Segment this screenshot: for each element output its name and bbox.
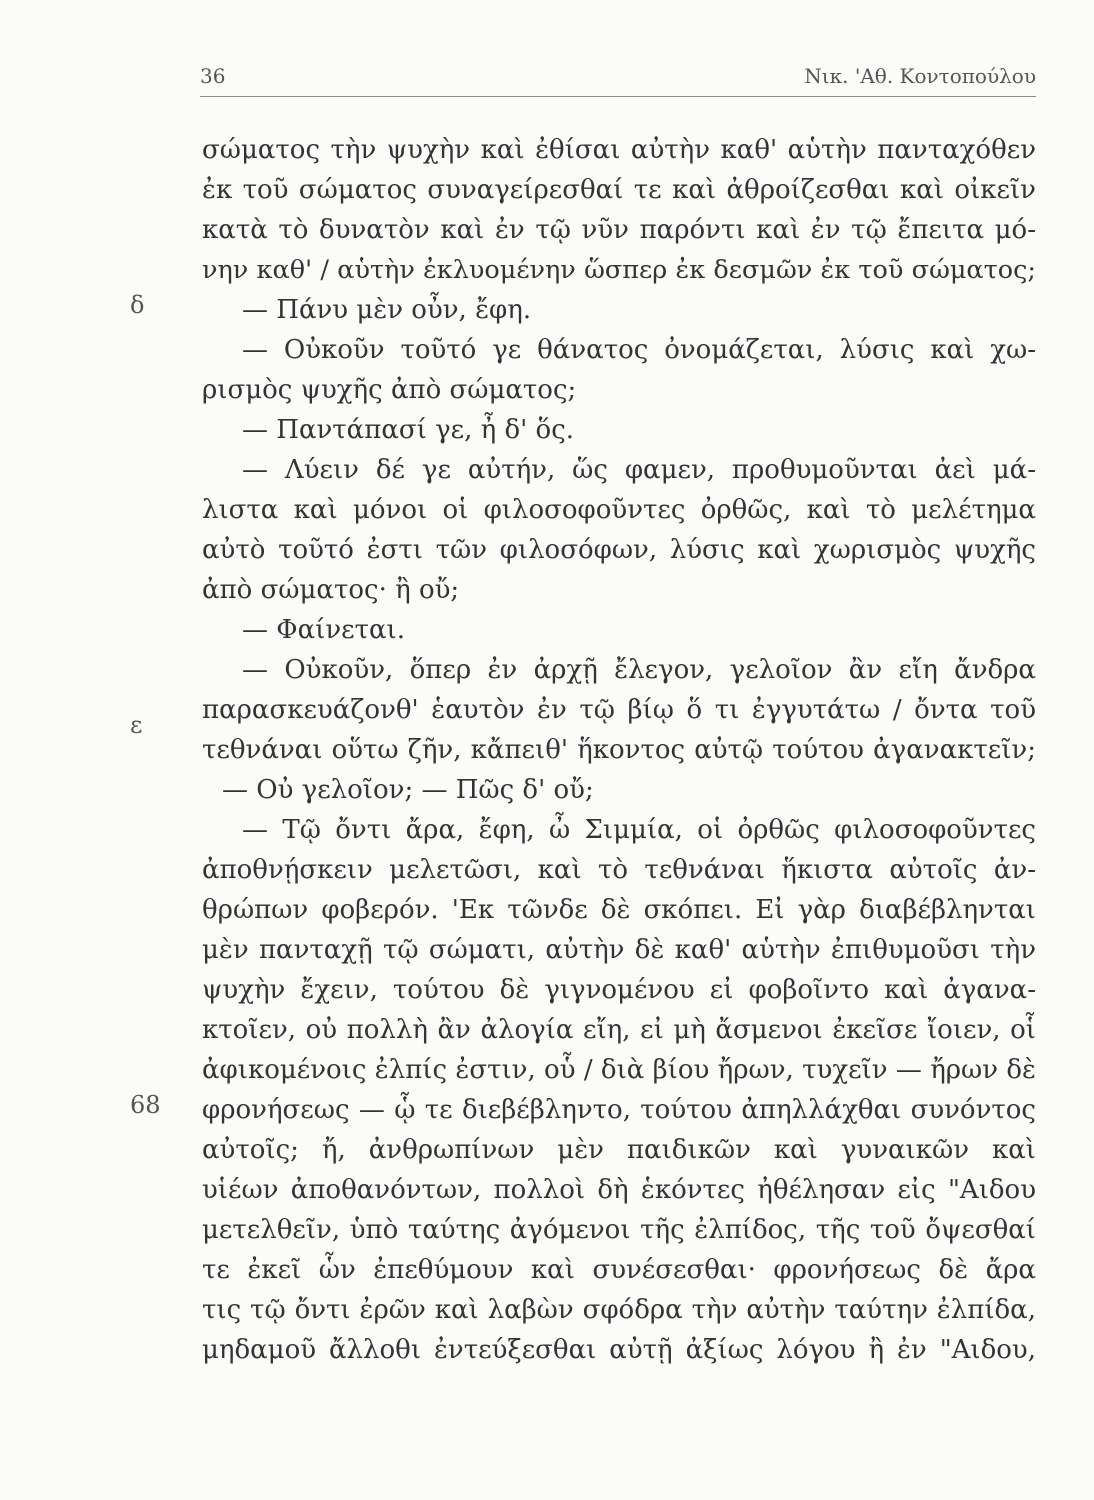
- text-line: μετελθεῖν, ὑπὸ ταύτης ἀγόμενοι τῆς ἐλπίδος, τῆς τοῦ ὄψεσθαί: [202, 1215, 1036, 1245]
- text-line: μηδαμοῦ ἄλλοθι ἐντεύξεσθαι αὐτῇ ἀξίως λόγου ἢ ἐν "Αιδου,: [202, 1335, 1036, 1365]
- text-line: παρασκευάζονθ' ἑαυτὸν ἐν τῷ βίῳ ὅ τι ἐγγυτάτω / ὄντα τοῦ: [202, 695, 1036, 725]
- text-line: νην καθ' / αὑτὴν ἐκλυομένην ὥσπερ ἐκ δεσμῶν ἐκ τοῦ σώματος;: [202, 255, 1036, 285]
- text-line: ψυχὴν ἔχειν, τούτου δὲ γιγνομένου εἰ φοβοῖντο καὶ ἀγανα-: [202, 975, 1036, 1005]
- page-number: 36: [200, 64, 226, 88]
- text-line: αὐτοῖς; ἤ, ἀνθρωπίνων μὲν παιδικῶν καὶ γυναικῶν καὶ: [202, 1135, 1036, 1165]
- text-line: ἀποθνῄσκειν μελετῶσι, καὶ τὸ τεθνάναι ἥκιστα αὐτοῖς ἀν-: [202, 855, 1036, 885]
- text-line: κτοῖεν, οὐ πολλὴ ἂν ἀλογία εἴη, εἰ μὴ ἄσμενοι ἐκεῖσε ἴοιεν, οἷ: [202, 1015, 1036, 1045]
- text-line: ἐκ τοῦ σώματος συναγείρεσθαί τε καὶ ἀθροίζεσθαι καὶ οἰκεῖν: [202, 175, 1036, 205]
- page-header: [200, 62, 1036, 97]
- margin-mark-stephanus-68: 68: [130, 1091, 161, 1119]
- text-line: — Παντάπασί γε, ἦ δ' ὅς.: [242, 415, 575, 445]
- text-line: λιστα καὶ μόνοι οἱ φιλοσοφοῦντες ὀρθῶς, καὶ τὸ μελέτημα: [202, 495, 1036, 525]
- text-line: — Οὐκοῦν τοῦτό γε θάνατος ὀνομάζεται, λύσις καὶ χω-: [242, 335, 1036, 365]
- text-line: σώματος τὴν ψυχὴν καὶ ἐθίσαι αὐτὴν καθ' αὑτὴν πανταχόθεν: [202, 135, 1036, 165]
- text-line: — Λύειν δέ γε αὐτήν, ὥς φαμεν, προθυμοῦνται ἀεὶ μά-: [242, 455, 1036, 485]
- text-line: — Πάνυ μὲν οὖν, ἔφη.: [242, 295, 532, 325]
- text-line: — Οὐκοῦν, ὅπερ ἐν ἀρχῇ ἔλεγον, γελοῖον ἂν εἴη ἄνδρα: [242, 655, 1036, 685]
- text-line: φρονήσεως — ᾧ τε διεβέβληντο, τούτου ἀπηλλάχθαι συνόντος: [202, 1095, 1036, 1125]
- text-line: ἀπὸ σώματος· ἢ οὔ;: [202, 575, 460, 605]
- text-line: μὲν πανταχῇ τῷ σώματι, αὐτὴν δὲ καθ' αὑτὴν ἐπιθυμοῦσι τὴν: [202, 935, 1036, 965]
- text-line: τεθνάναι οὕτω ζῆν, κἄπειθ' ἥκοντος αὐτῷ τούτου ἀγανακτεῖν;: [202, 735, 1036, 765]
- text-line: κατὰ τὸ δυνατὸν καὶ ἐν τῷ νῦν παρόντι καὶ ἐν τῷ ἔπειτα μό-: [202, 215, 1036, 245]
- text-line: υἱέων ἀποθανόντων, πολλοὶ δὴ ἑκόντες ἠθέλησαν εἰς "Αιδου: [202, 1175, 1036, 1205]
- text-line: τις τῷ ὄντι ἐρῶν καὶ λαβὼν σφόδρα τὴν αὐτὴν ταύτην ἐλπίδα,: [202, 1295, 1036, 1325]
- text-line: — Φαίνεται.: [242, 615, 406, 645]
- running-head: Νικ. 'Αθ. Κοντοπούλου: [804, 64, 1036, 88]
- text-line: — Τῷ ὄντι ἄρα, ἔφη, ὦ Σιμμία, οἱ ὀρθῶς φιλοσοφοῦντες: [242, 815, 1036, 845]
- text-line: τε ἐκεῖ ὧν ἐπεθύμουν καὶ συνέσεσθαι· φρονήσεως δὲ ἄρα: [202, 1255, 1036, 1285]
- text-line: αὐτὸ τοῦτό ἐστι τῶν φιλοσόφων, λύσις καὶ χωρισμὸς ψυχῆς: [202, 535, 1036, 565]
- margin-mark-delta: δ: [130, 291, 145, 319]
- text-line: — Οὐ γελοῖον; — Πῶς δ' οὔ;: [222, 775, 594, 805]
- margin-mark-epsilon: ε: [130, 711, 143, 739]
- text-line: ἀφικομένοις ἐλπίς ἐστιν, οὗ / διὰ βίου ἤρων, τυχεῖν — ἤρων δὲ: [202, 1055, 1036, 1085]
- text-line: θρώπων φοβερόν. 'Εκ τῶνδε δὲ σκόπει. Εἰ γὰρ διαβέβληνται: [202, 895, 1036, 925]
- text-line: ρισμὸς ψυχῆς ἀπὸ σώματος;: [202, 375, 577, 405]
